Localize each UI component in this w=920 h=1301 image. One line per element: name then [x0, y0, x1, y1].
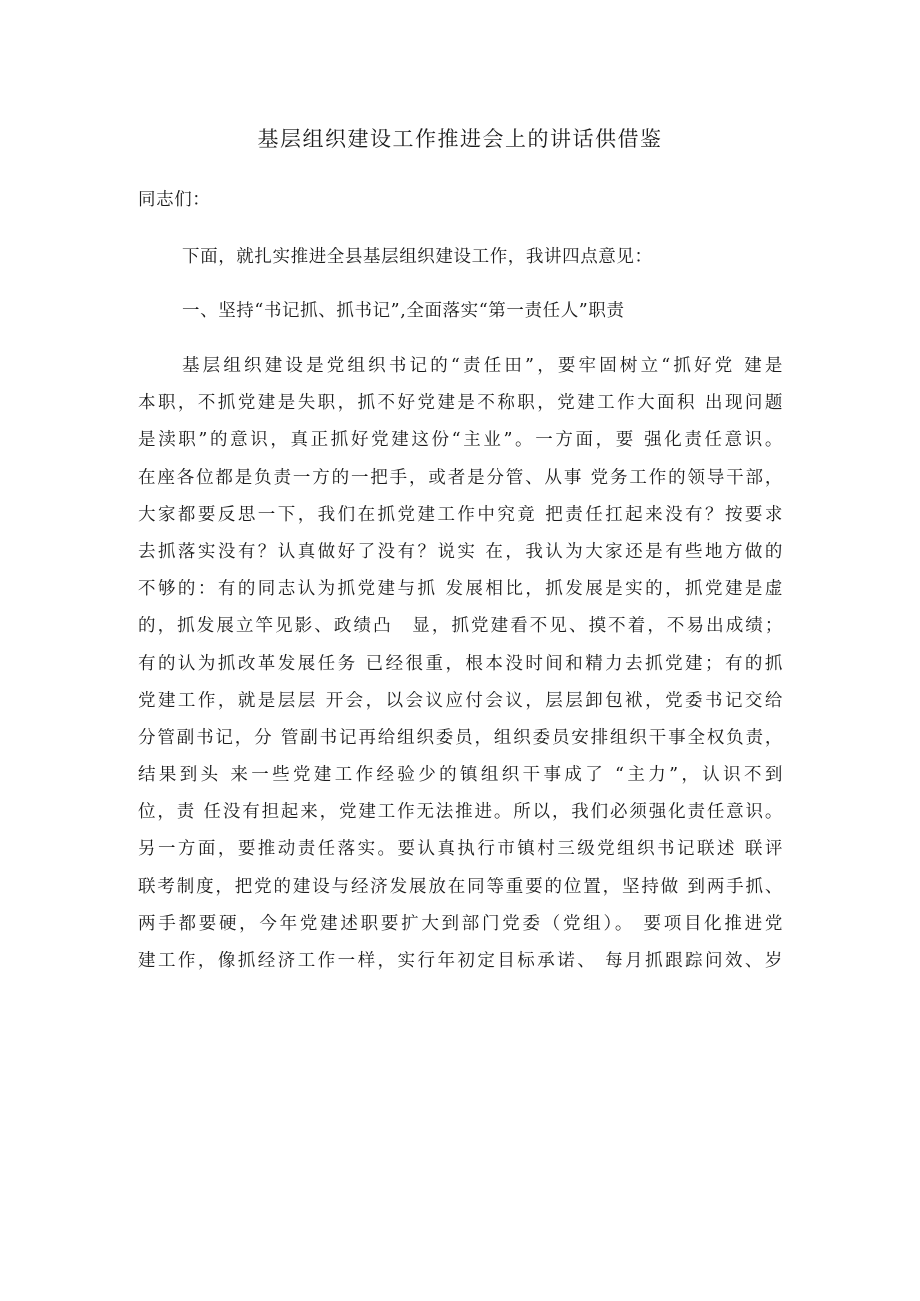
document-title: 基层组织建设工作推进会上的讲话供借鉴 [257, 127, 663, 151]
section-heading: 一、坚持“书记抓、抓书记”,全面落实“第一责任人”职责 [182, 301, 625, 321]
body-line: 联考制度，把党的建设与经济发展放在同等重要的位置，坚持做 到两手抓、 [138, 876, 783, 897]
body-line: 两手都要硬，今年党建述职要扩大到部门党委（党组）。 要项目化推进党 [138, 913, 783, 934]
body-line: 不够的：有的同志认为抓党建与抓 发展相比，抓发展是实的，抓党建是虚 [138, 579, 783, 600]
greeting: 同志们： [138, 190, 211, 210]
body-line: 分管副书记，分 管副书记再给组织委员，组织委员安排组织干事全权负责， [138, 727, 783, 748]
body-line: 在座各位都是负责一方的一把手，或者是分管、从事 党务工作的领导干部， [138, 467, 783, 488]
body-line: 结果到头 来一些党建工作经验少的镇组织干事成了 “主力”，认识不到 [138, 765, 783, 786]
body-line: 有的认为抓改革发展任务 已经很重，根本没时间和精力去抓党建；有的抓 [138, 653, 783, 674]
body-line: 建工作，像抓经济工作一样，实行年初定目标承诺、 每月抓跟踪问效、岁 [138, 951, 783, 971]
intro-paragraph: 下面，就扎实推进全县基层组织建设工作，我讲四点意见： [182, 247, 653, 267]
body-line: 另一方面，要推动责任落实。要认真执行市镇村三级党组织书记联述 联评 [138, 839, 783, 860]
body-line: 党建工作，就是层层 开会，以会议应付会议，层层卸包袱，党委书记交给 [138, 690, 783, 711]
body-line: 的，抓发展立竿见影、政绩凸 显，抓党建看不见、摸不着，不易出成绩； [138, 616, 783, 637]
body-paragraph [138, 352, 788, 984]
body-line: 位，责 任没有担起来，党建工作无法推进。所以，我们必须强化责任意识。 [138, 802, 783, 823]
body-line: 是渎职”的意识，真正抓好党建这份“主业”。一方面，要 强化责任意识。 [138, 430, 783, 451]
body-line: 去抓落实没有？认真做好了没有？说实 在，我认为大家还是有些地方做的 [138, 541, 783, 562]
body-line: 大家都要反思一下，我们在抓党建工作中究竟 把责任扛起来没有？按要求 [138, 504, 783, 525]
body-line: 基层组织建设是党组织书记的“责任田”，要牢固树立“抓好党 建是 [182, 356, 783, 376]
body-line: 本职，不抓党建是失职，抓不好党建是不称职，党建工作大面积 出现问题 [138, 393, 783, 414]
